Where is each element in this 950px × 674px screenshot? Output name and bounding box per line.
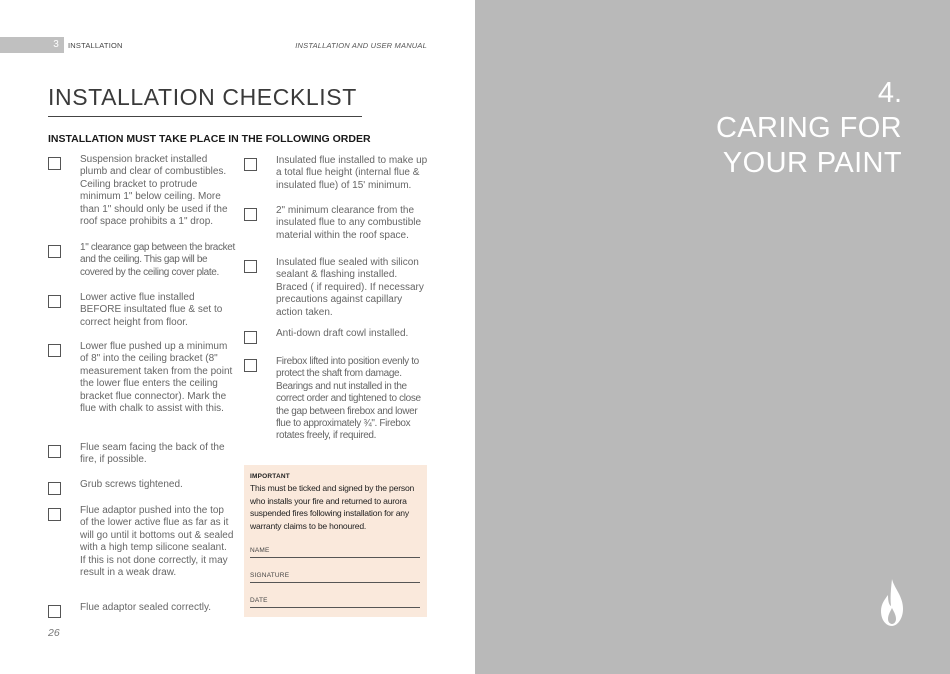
page-title: INSTALLATION CHECKLIST xyxy=(48,84,357,110)
checklist-item-label: 2" minimum clearance from the insulated flue to any combustible material within the roof space. xyxy=(276,205,422,241)
checklist-item-label: Suspension bracket installed plumb and clear of combustibles. Ceiling bracket to protrude minimum 1" below ceiling. More than 1" should only be used if the roof space prohibits a 1" drop. xyxy=(80,154,228,228)
section-number: 3 xyxy=(53,39,59,50)
name-line[interactable] xyxy=(250,557,420,558)
checkbox[interactable] xyxy=(48,445,61,458)
checkbox[interactable] xyxy=(48,482,61,495)
checklist-item-label: Flue seam facing the back of the fire, if possible. xyxy=(80,442,225,466)
checkbox[interactable] xyxy=(244,359,257,372)
flame-icon xyxy=(879,578,905,628)
important-text: This must be ticked and signed by the person who installs your fire and returned to aurora suspended fires following installation for any warranty claims to be honoured. xyxy=(250,483,415,531)
date-label: DATE xyxy=(250,597,268,604)
checkbox[interactable] xyxy=(48,605,61,618)
checkbox[interactable] xyxy=(244,158,257,171)
checklist-item-label: 1" clearance gap between the bracket and the ceiling. This gap will be covered by the ceiling cover plate. xyxy=(80,242,235,278)
checklist-item-label: Flue adaptor sealed correctly. xyxy=(80,602,211,613)
checklist-item-label: Firebox lifted into position evenly to protect the shaft from damage. Bearings and nut installed in the correct order and tightened to close the gap between firebox and lower flue to approximately ¾". Firebox rotates freely, if required. xyxy=(276,356,421,442)
checklist-subtitle: INSTALLATION MUST TAKE PLACE IN THE FOLLOWING ORDER xyxy=(48,133,371,145)
signature-line[interactable] xyxy=(250,582,420,583)
checklist-item-label: Flue adaptor pushed into the top of the lower active flue as far as it will go until it bottoms out & sealed with a high temp silicone sealant. If this is not done correctly, it may result in a weak draw. xyxy=(80,505,234,579)
title-divider xyxy=(48,116,362,117)
important-label: IMPORTANT xyxy=(250,473,290,480)
checkbox[interactable] xyxy=(48,344,61,357)
signature-label: SIGNATURE xyxy=(250,572,290,579)
checkbox[interactable] xyxy=(48,508,61,521)
checkbox[interactable] xyxy=(244,208,257,221)
checkbox[interactable] xyxy=(244,260,257,273)
date-line[interactable] xyxy=(250,607,420,608)
checklist-item-label: Insulated flue sealed with silicon sealant & flashing installed. Braced ( if required). If necessary precautions against capillary action taken. xyxy=(276,257,424,318)
chapter-title: CARING FOR YOUR PAINT xyxy=(715,112,902,179)
checklist-item-label: Insulated flue installed to make up a total flue height (internal flue & insulated flue) of 15' minimum. xyxy=(276,155,428,191)
checklist-item-label: Lower active flue installed BEFORE insultated flue & set to correct height from floor. xyxy=(80,292,223,328)
manual-name: INSTALLATION AND USER MANUAL xyxy=(295,41,427,50)
page-number: 26 xyxy=(48,627,60,639)
checklist-item-label: Anti-down draft cowl installed. xyxy=(276,328,409,339)
checkbox[interactable] xyxy=(48,157,61,170)
name-label: NAME xyxy=(250,547,270,554)
checkbox[interactable] xyxy=(244,331,257,344)
chapter-number: 4. xyxy=(877,77,902,109)
right-page xyxy=(475,0,950,674)
checklist-item-label: Lower flue pushed up a minimum of 8" into the ceiling bracket (8" measurement taken from the point the lower flue enters the ceiling bracket flue connector). Mark the flue with chalk to assist with this. xyxy=(80,341,233,415)
checkbox[interactable] xyxy=(48,295,61,308)
important-notice-box xyxy=(244,465,427,617)
checklist-item-label: Grub screws tightened. xyxy=(80,479,183,490)
checkbox[interactable] xyxy=(48,245,61,258)
section-name: INSTALLATION xyxy=(68,41,123,50)
